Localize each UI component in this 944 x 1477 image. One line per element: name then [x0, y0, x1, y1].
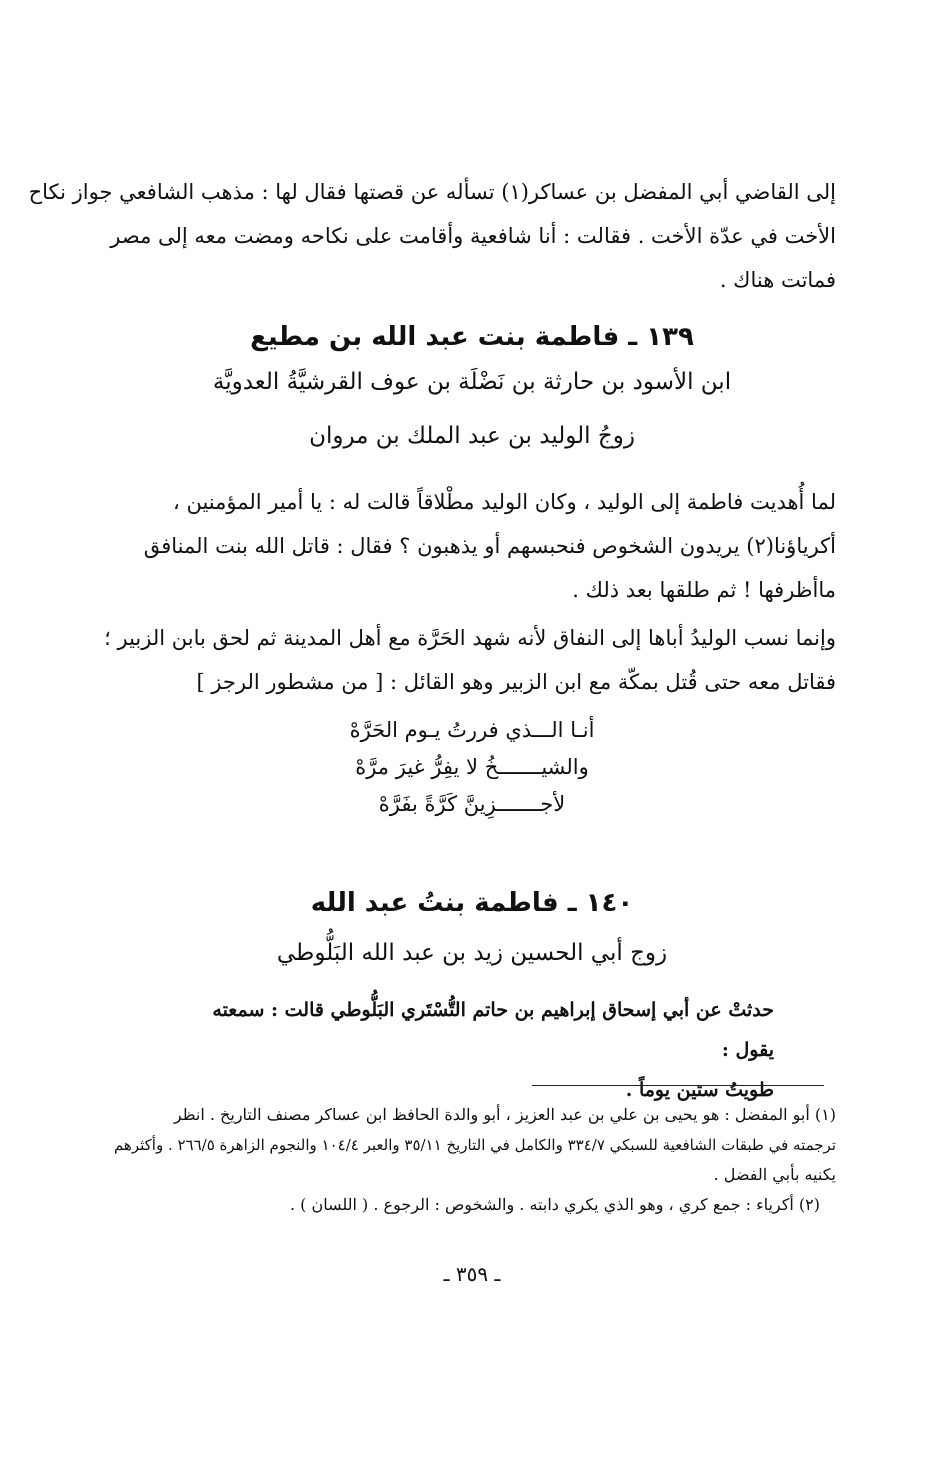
page-number: ـ ٣٥٩ ـ [443, 1262, 501, 1286]
entry-139-heading: ١٣٩ ـ فاطمة بنت عبد الله بن مطيع [250, 322, 694, 352]
footnote-1-line: يكنيه بأبي الفضل . [713, 1165, 836, 1184]
verse-line: أنـا الـــذي فررتُ يـوم الحَرَّهْ [349, 718, 595, 742]
entry-139-paragraph-2 [106, 616, 836, 704]
verse-line: لأجـــــــزِينَّ كَرَّةً بفَرَّهْ [378, 792, 566, 816]
entry-139-paragraph-1 [106, 480, 836, 612]
paragraph-line: لما أُهديت فاطمة إلى الوليد ، وكان الوليد مطْلاقاً قالت له : يا أمير المؤمنين ، [173, 490, 836, 514]
intro-line: فماتت هناك . [719, 268, 836, 292]
paragraph-line: ماأظرفها ! ثم طلقها بعد ذلك . [572, 578, 836, 602]
paragraph-line: فقاتل معه حتى قُتل بمكّة مع ابن الزبير وهو القائل : [ من مشطور الرجز ] [196, 670, 836, 694]
narration-line: طويتُ ستين يوماً . [625, 1079, 774, 1101]
footnote-2: (٢) أكرياء : جمع كري ، وهو الذي يكري دابته . والشخوص : الرجوع . ( اللسان ) . [289, 1195, 820, 1214]
footnote-1-line: ترجمته في طبقات الشافعية للسبكي ٣٣٤/٧ والكامل في التاريخ ٣٥/١١ والعبر ١٠٤/٤ والنجوم الزاهرة ٢٦٦/٥ . وأكثرهم [113, 1136, 836, 1154]
entry-140-narration [174, 990, 774, 1110]
poem-verses [0, 712, 944, 823]
verse-line: والشيـــــــخُ لا يفِرُّ غيرَ مرَّهْ [355, 755, 589, 779]
footnotes [113, 1100, 836, 1220]
entry-139-spouse: زوجُ الوليد بن عبد الملك بن مروان [309, 423, 635, 449]
intro-paragraph [28, 170, 836, 302]
entry-140-spouse: زوج أبي الحسين زيد بن عبد الله البَلُّوطي [276, 940, 668, 966]
narration-line: حدثتْ عن أبي إسحاق إبراهيم بن حاتم التُّسْتَري البَلُّوطي قالت : سمعته يقول : [212, 999, 774, 1061]
paragraph-line: أكرياؤنا(٢) يريدون الشخوص فنحبسهم أو يذهبون ؟ فقال : قاتل الله بنت المنافق [143, 534, 836, 558]
footnote-1-line: (١) أبو المفضل : هو يحيى بن علي بن عبد العزيز ، أبو والدة الحافظ ابن عساكر مصنف التاريخ . انظر [173, 1105, 836, 1124]
footnote-separator [532, 1085, 824, 1086]
entry-139-lineage: ابن الأسود بن حارثة بن نَضْلَة بن عوف القرشيَّةُ العدويَّة [212, 369, 732, 395]
entry-140-heading: ١٤٠ ـ فاطمة بنتُ عبد الله [310, 888, 634, 918]
intro-line: الأخت في عدّة الأخت . فقالت : أنا شافعية وأقامت على نكاحه ومضت معه إلى مصر [110, 224, 836, 248]
paragraph-line: وإنما نسب الوليدُ أباها إلى النفاق لأنه شهد الحَرَّة مع أهل المدينة ثم لحق بابن الزبير ؛ [104, 626, 836, 650]
intro-line: إلى القاضي أبي المفضل بن عساكر(١) تسأله عن قصتها فقال لها : مذهب الشافعي جواز نكاح [28, 180, 836, 204]
